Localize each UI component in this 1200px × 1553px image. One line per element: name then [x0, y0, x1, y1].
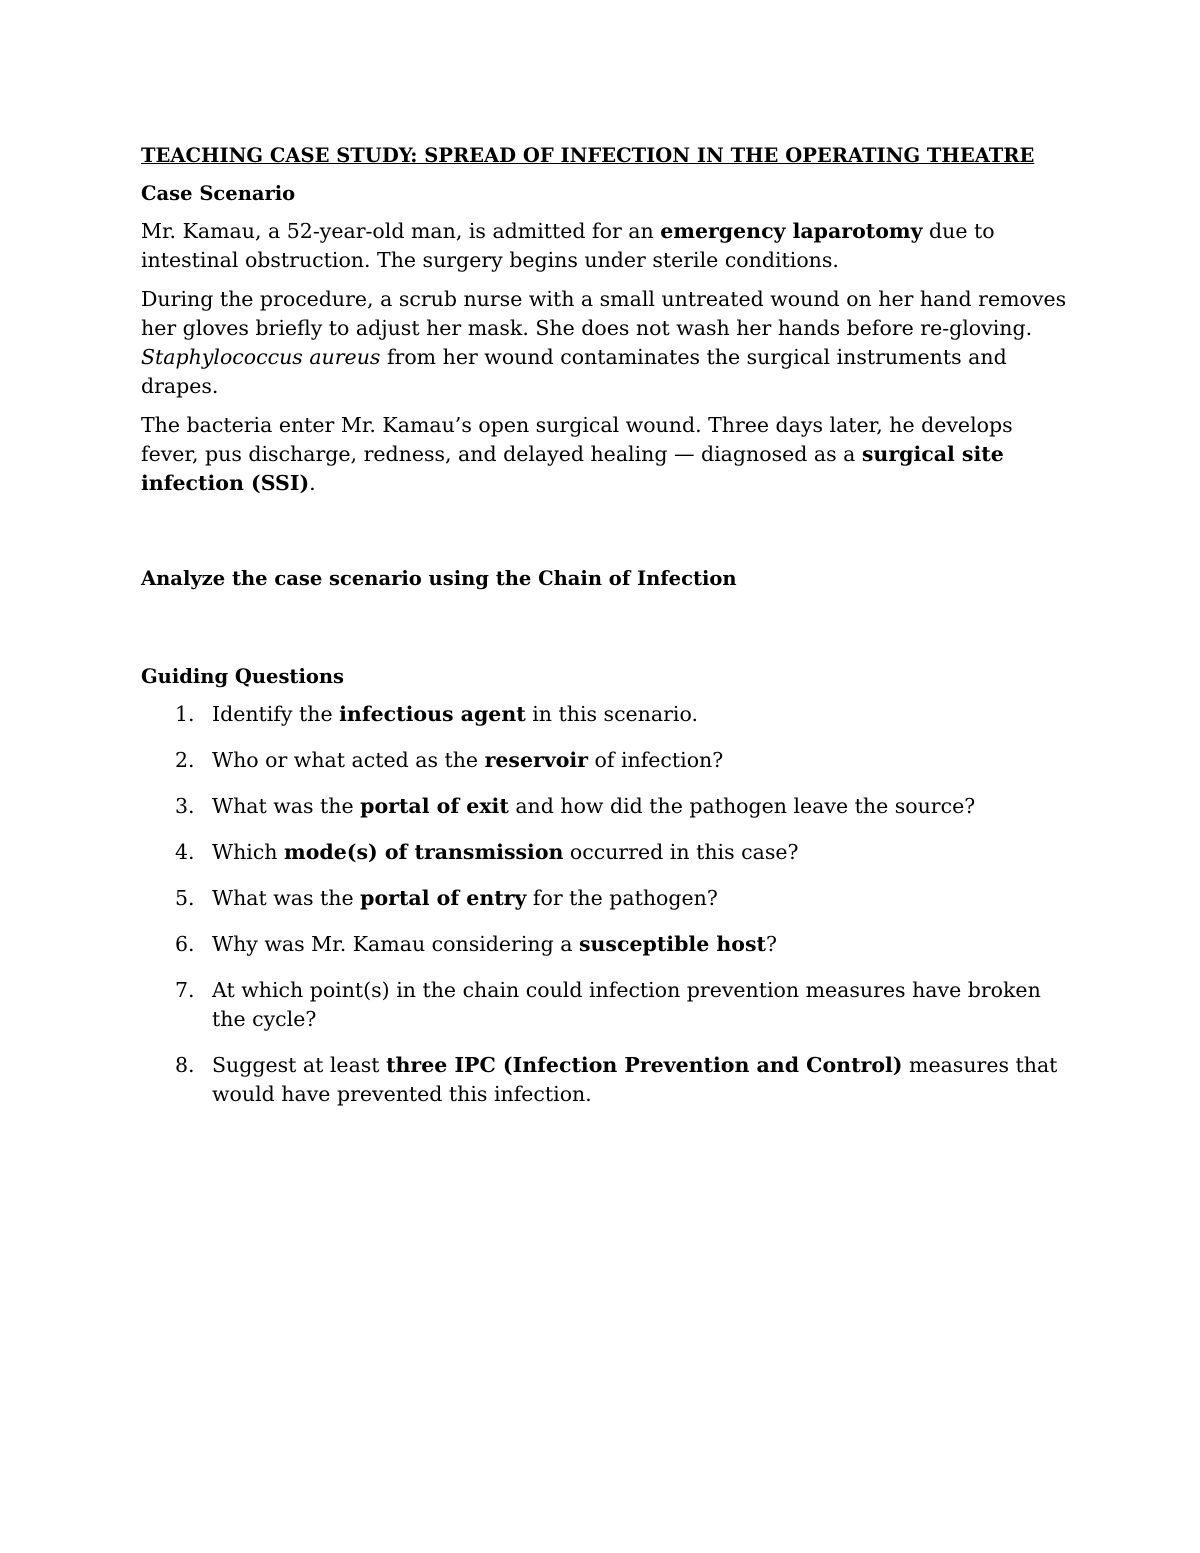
text-run: Suggest at least	[212, 1053, 387, 1077]
text-run: Mr. Kamau, a 52-year-old man, is admitted for an	[141, 219, 661, 243]
text-run: occurred in this case?	[563, 840, 799, 864]
text-run: What was the	[212, 794, 361, 818]
text-run: for the pathogen?	[526, 886, 718, 910]
text-run: due to intestinal obstruction. The surgery begins under sterile conditions.	[141, 219, 995, 272]
bold-term: susceptible host	[578, 932, 766, 956]
question-number: 5.	[175, 886, 195, 910]
question-item	[141, 838, 1071, 867]
question-item	[141, 700, 1071, 729]
bold-term: portal of exit	[360, 794, 509, 818]
text-run: Who or what acted as the	[212, 748, 485, 772]
document-page	[141, 140, 1071, 1126]
text-run: The bacteria enter Mr. Kamau’s open surgical wound. Three days later, he develops fever, pus discharge, redness, and delayed healing — diagnosed as a	[141, 413, 1013, 466]
question-item	[141, 1051, 1071, 1109]
bold-term: mode(s) of transmission	[284, 840, 564, 864]
text-run: Why was Mr. Kamau considering a	[212, 932, 579, 956]
case-paragraph-1	[141, 217, 1071, 275]
bold-term: surgical site infection (SSI)	[141, 442, 1004, 495]
question-number: 2.	[175, 748, 195, 772]
text-run: and how did the pathogen leave the source?	[508, 794, 976, 818]
italic-term: Staphylococcus aureus	[141, 345, 381, 369]
questions-list	[141, 700, 1071, 1109]
question-number: 8.	[175, 1053, 195, 1077]
text-run: ?	[765, 932, 777, 956]
text-run: What was the	[212, 886, 361, 910]
text-run: At which point(s) in the chain could infection prevention measures have broken the cycle?	[212, 978, 1041, 1031]
question-number: 7.	[175, 978, 195, 1002]
text-run: in this scenario.	[525, 702, 698, 726]
question-number: 6.	[175, 932, 195, 956]
text-run: .	[309, 471, 316, 495]
text-run: During the procedure, a scrub nurse with a small untreated wound on her hand removes her gloves briefly to adjust her mask. She does not wash her hands before re-gloving.	[141, 287, 1067, 340]
bold-term: reservoir	[484, 748, 588, 772]
bold-term: emergency laparotomy	[660, 219, 923, 243]
bold-term: three IPC (Infection Prevention and Control)	[386, 1053, 903, 1077]
case-scenario-heading: Case Scenario	[141, 182, 296, 205]
question-item	[141, 792, 1071, 821]
text-run: measures that would have prevented this infection.	[212, 1053, 1058, 1106]
text-run: of infection?	[587, 748, 724, 772]
text-run: from her wound contaminates the surgical instruments and drapes.	[141, 345, 1007, 398]
document-title: TEACHING CASE STUDY: SPREAD OF INFECTION IN THE OPERATING THEATRE	[141, 144, 1035, 167]
guiding-questions-heading: Guiding Questions	[141, 665, 345, 688]
question-item	[141, 930, 1071, 959]
bold-term: infectious agent	[339, 702, 526, 726]
question-number: 4.	[175, 840, 195, 864]
question-item	[141, 746, 1071, 775]
question-number: 1.	[175, 702, 195, 726]
case-paragraph-2	[141, 285, 1071, 401]
text-run: Identify the	[212, 702, 340, 726]
case-paragraph-3	[141, 411, 1071, 498]
question-number: 3.	[175, 794, 195, 818]
question-item	[141, 976, 1071, 1034]
analyze-heading: Analyze the case scenario using the Chain of Infection	[141, 567, 737, 590]
bold-term: portal of entry	[360, 886, 527, 910]
text-run: Which	[212, 840, 285, 864]
question-item	[141, 884, 1071, 913]
